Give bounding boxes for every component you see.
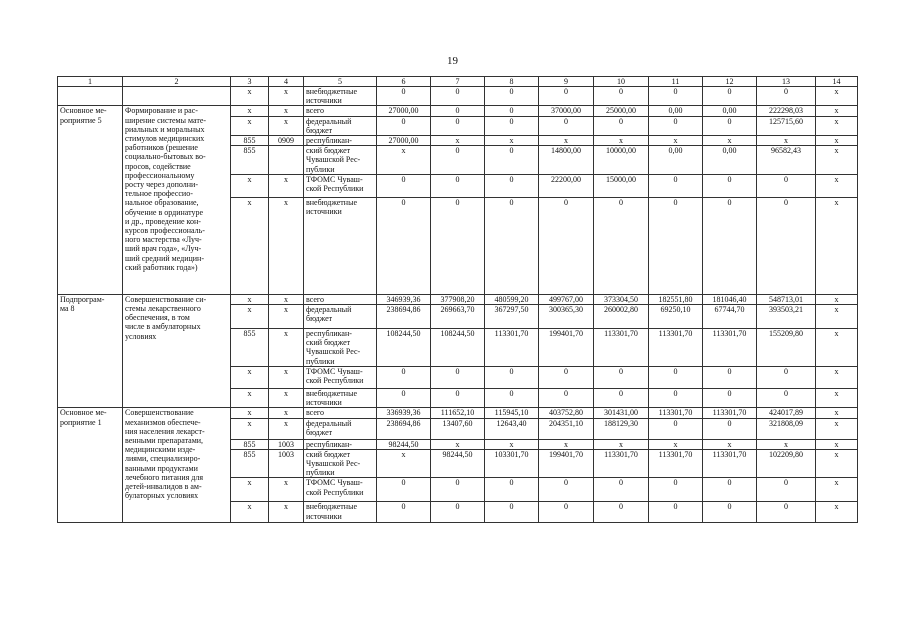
value-cell: x [485,439,539,449]
funding-source: республикан- ский бюджет Чувашской Рес- публики [304,329,377,367]
value-cell: 0 [703,116,757,135]
code-cell: 0909 [269,136,304,146]
header-row [58,77,858,87]
value-cell: 373304,50 [594,294,649,304]
code-cell: x [816,136,858,146]
value-cell: 12643,40 [485,418,539,439]
code-cell: x [231,408,269,418]
value-cell: 27000,00 [377,136,431,146]
value-cell: x [703,439,757,449]
code-cell: x [816,418,858,439]
value-cell: 37000,00 [539,106,594,116]
value-cell: 0 [649,197,703,294]
value-cell: 424017,89 [757,408,816,418]
value-cell: 0 [485,87,539,106]
value-cell: 0 [431,87,485,106]
value-cell: 0 [649,418,703,439]
code-cell: 1003 [269,449,304,478]
value-cell: 403752,80 [539,408,594,418]
value-cell: 0 [431,389,485,408]
code-cell [269,146,304,175]
funding-source: всего [304,294,377,304]
code-cell: x [269,389,304,408]
funding-source: федеральный бюджет [304,418,377,439]
program-description: Совершенствование си- стемы лекарственного обеспечения, в том числе в амбулаторных условиях [123,294,231,408]
code-cell: x [269,197,304,294]
funding-source: всего [304,408,377,418]
program-description: Совершенствование механизмов обеспече- ния населения лекарст- венными препаратами, медицинскими изде- лиями, специализиро- ванными продуктами лечебного питания для детей-инвалидов в ам- булаторных условиях [123,408,231,523]
value-cell: 0 [757,389,816,408]
value-cell: 269663,70 [431,305,485,329]
code-cell: 855 [231,146,269,175]
value-cell: 499767,00 [539,294,594,304]
value-cell: 548713,01 [757,294,816,304]
value-cell: 0 [649,389,703,408]
value-cell: 0 [377,174,431,197]
column-number: 13 [757,77,816,87]
value-cell: 0 [539,197,594,294]
value-cell: 0 [539,116,594,135]
code-cell: x [816,294,858,304]
value-cell: 102209,80 [757,449,816,478]
value-cell: 0 [594,478,649,502]
value-cell: 0 [703,197,757,294]
program-label: Основное ме- роприятие 5 [58,106,123,294]
value-cell: 14800,00 [539,146,594,175]
code-cell: x [816,174,858,197]
code-cell: x [816,367,858,389]
value-cell: 113301,70 [649,408,703,418]
value-cell: 0 [377,87,431,106]
value-cell: 0 [485,116,539,135]
code-cell: x [816,305,858,329]
value-cell: 0 [539,478,594,502]
table-row [58,294,858,304]
value-cell: 113301,70 [485,329,539,367]
value-cell: 0 [485,478,539,502]
value-cell: 113301,70 [703,449,757,478]
funding-source: федеральный бюджет [304,305,377,329]
value-cell: x [431,136,485,146]
code-cell: x [231,502,269,523]
value-cell: x [377,146,431,175]
code-cell: x [231,305,269,329]
code-cell: x [269,478,304,502]
funding-source: республикан- [304,136,377,146]
value-cell: 321808,09 [757,418,816,439]
column-number: 6 [377,77,431,87]
value-cell: 10000,00 [594,146,649,175]
budget-table [57,76,858,523]
value-cell: 0 [377,116,431,135]
value-cell: 0 [703,389,757,408]
value-cell: 0 [649,478,703,502]
code-cell: x [816,197,858,294]
program-label: Подпрограм- ма 8 [58,294,123,408]
funding-source: республикан- [304,439,377,449]
value-cell: 480599,20 [485,294,539,304]
code-cell: x [269,408,304,418]
code-cell: x [269,174,304,197]
value-cell: 0 [377,478,431,502]
value-cell: 108244,50 [377,329,431,367]
value-cell: 0 [377,197,431,294]
column-number: 14 [816,77,858,87]
column-number: 10 [594,77,649,87]
column-number: 12 [703,77,757,87]
column-number: 9 [539,77,594,87]
code-cell: x [269,329,304,367]
value-cell: x [649,136,703,146]
value-cell: 22200,00 [539,174,594,197]
column-number: 7 [431,77,485,87]
funding-source: внебюджетные источники [304,87,377,106]
value-cell: 238694,86 [377,418,431,439]
code-cell: x [231,389,269,408]
value-cell: 0 [431,367,485,389]
value-cell: 111652,10 [431,408,485,418]
code-cell: x [231,418,269,439]
value-cell: 181046,40 [703,294,757,304]
value-cell: 0 [757,197,816,294]
value-cell: 15000,00 [594,174,649,197]
funding-source: всего [304,106,377,116]
code-cell: 855 [231,449,269,478]
value-cell: 125715,60 [757,116,816,135]
value-cell: 336939,36 [377,408,431,418]
value-cell: 260002,80 [594,305,649,329]
value-cell: 0 [703,174,757,197]
code-cell: x [231,367,269,389]
funding-source: ТФОМС Чуваш- ской Республики [304,367,377,389]
value-cell: 0 [377,502,431,523]
code-cell: x [269,418,304,439]
value-cell: 0,00 [649,146,703,175]
code-cell: x [816,439,858,449]
code-cell: x [816,329,858,367]
code-cell: x [231,478,269,502]
value-cell: 377908,20 [431,294,485,304]
code-cell: x [816,106,858,116]
value-cell: 0 [649,174,703,197]
code-cell: x [816,478,858,502]
value-cell: 0 [703,418,757,439]
value-cell: 113301,70 [703,408,757,418]
code-cell: x [269,106,304,116]
value-cell: 67744,70 [703,305,757,329]
value-cell: x [431,439,485,449]
value-cell: 0 [485,502,539,523]
value-cell: 0,00 [649,106,703,116]
value-cell: 0 [485,146,539,175]
value-cell: x [757,439,816,449]
code-cell: x [816,87,858,106]
value-cell: x [539,439,594,449]
code-cell: x [816,502,858,523]
code-cell: x [816,116,858,135]
value-cell: 113301,70 [594,329,649,367]
column-number: 3 [231,77,269,87]
code-cell: x [231,197,269,294]
value-cell: x [539,136,594,146]
value-cell: 238694,86 [377,305,431,329]
code-cell: 855 [231,329,269,367]
value-cell: 0 [594,197,649,294]
value-cell: 393503,21 [757,305,816,329]
table-row [58,408,858,418]
value-cell: 115945,10 [485,408,539,418]
value-cell: 0 [431,502,485,523]
program-label: Основное ме- роприятие 1 [58,408,123,523]
value-cell: x [594,136,649,146]
value-cell: 113301,70 [649,449,703,478]
value-cell: 0 [485,389,539,408]
table-row [58,106,858,116]
value-cell: 113301,70 [703,329,757,367]
program-description: Формирование и рас- ширение системы мате- риальных и моральных стимулов медицинских работников (решение социально-бытовых во- просов, содействие профессиональному росту через дополни- тельное профессио- нальное образование, обучение в ординатуре и др., проведение кон- курсов профессиональ- ного мастерства «Луч- ший врач года», «Луч- ший средний медицин- ский работник года») [123,106,231,294]
value-cell: 204351,10 [539,418,594,439]
value-cell: 367297,50 [485,305,539,329]
value-cell: 0 [594,389,649,408]
empty-cell [58,87,123,106]
value-cell: 0 [757,87,816,106]
value-cell: 0 [431,106,485,116]
value-cell: 0 [594,87,649,106]
value-cell: 98244,50 [431,449,485,478]
value-cell: 0,00 [703,146,757,175]
code-cell: 855 [231,439,269,449]
value-cell: 113301,70 [649,329,703,367]
value-cell: 0 [431,174,485,197]
code-cell: x [816,408,858,418]
value-cell: 0 [539,87,594,106]
column-number: 8 [485,77,539,87]
code-cell: x [269,87,304,106]
value-cell: 0 [431,116,485,135]
code-cell: x [231,294,269,304]
value-cell: 222298,03 [757,106,816,116]
value-cell: 0 [431,478,485,502]
empty-cell [123,87,231,106]
value-cell: 0 [703,367,757,389]
value-cell: 108244,50 [431,329,485,367]
value-cell: x [485,136,539,146]
value-cell: x [377,449,431,478]
value-cell: 96582,43 [757,146,816,175]
value-cell: 0 [377,389,431,408]
funding-source: внебюджетные источники [304,502,377,523]
value-cell: 0 [539,389,594,408]
code-cell: x [231,106,269,116]
value-cell: 199401,70 [539,449,594,478]
funding-source: ТФОМС Чуваш- ской Республики [304,478,377,502]
column-number: 2 [123,77,231,87]
value-cell: 0 [485,106,539,116]
code-cell: x [816,389,858,408]
value-cell: 0 [539,502,594,523]
value-cell: 346939,36 [377,294,431,304]
value-cell: 0 [703,478,757,502]
value-cell: 0 [649,367,703,389]
value-cell: 301431,00 [594,408,649,418]
value-cell: 0 [649,87,703,106]
value-cell: x [594,439,649,449]
value-cell: 188129,30 [594,418,649,439]
value-cell: 0 [757,478,816,502]
value-cell: 0 [703,502,757,523]
value-cell: x [649,439,703,449]
value-cell: x [757,136,816,146]
value-cell: 0 [485,367,539,389]
code-cell: x [269,294,304,304]
funding-source: ский бюджет Чувашской Рес- публики [304,449,377,478]
table-row [58,87,858,106]
value-cell: 0 [649,502,703,523]
value-cell: 13407,60 [431,418,485,439]
code-cell: x [231,116,269,135]
value-cell: 0 [649,116,703,135]
value-cell: 0 [594,502,649,523]
code-cell: x [269,305,304,329]
value-cell: 0 [539,367,594,389]
value-cell: 0 [757,367,816,389]
value-cell: 182551,80 [649,294,703,304]
funding-source: ский бюджет Чувашской Рес- публики [304,146,377,175]
value-cell: 0 [485,197,539,294]
value-cell: 25000,00 [594,106,649,116]
value-cell: 98244,50 [377,439,431,449]
value-cell: 0 [703,87,757,106]
value-cell: 0 [757,174,816,197]
value-cell: 113301,70 [594,449,649,478]
code-cell: 855 [231,136,269,146]
value-cell: 0 [594,116,649,135]
funding-source: ТФОМС Чуваш- ской Республики [304,174,377,197]
value-cell: 0 [485,174,539,197]
value-cell: 0 [377,367,431,389]
code-cell: x [816,146,858,175]
value-cell: 27000,00 [377,106,431,116]
value-cell: 300365,30 [539,305,594,329]
value-cell: 0 [757,502,816,523]
column-number: 11 [649,77,703,87]
column-number: 5 [304,77,377,87]
code-cell: x [269,502,304,523]
value-cell: 0 [431,146,485,175]
code-cell: x [816,449,858,478]
page-number: 19 [447,55,458,67]
code-cell: x [231,87,269,106]
funding-source: внебюджетные источники [304,197,377,294]
value-cell: x [703,136,757,146]
code-cell: x [269,116,304,135]
value-cell: 0,00 [703,106,757,116]
value-cell: 103301,70 [485,449,539,478]
code-cell: 1003 [269,439,304,449]
funding-source: внебюджетные источники [304,389,377,408]
funding-source: федеральный бюджет [304,116,377,135]
value-cell: 0 [431,197,485,294]
table-body [58,77,858,523]
column-number: 4 [269,77,304,87]
value-cell: 155209,80 [757,329,816,367]
column-number: 1 [58,77,123,87]
code-cell: x [269,367,304,389]
value-cell: 0 [594,367,649,389]
value-cell: 199401,70 [539,329,594,367]
code-cell: x [231,174,269,197]
value-cell: 69250,10 [649,305,703,329]
